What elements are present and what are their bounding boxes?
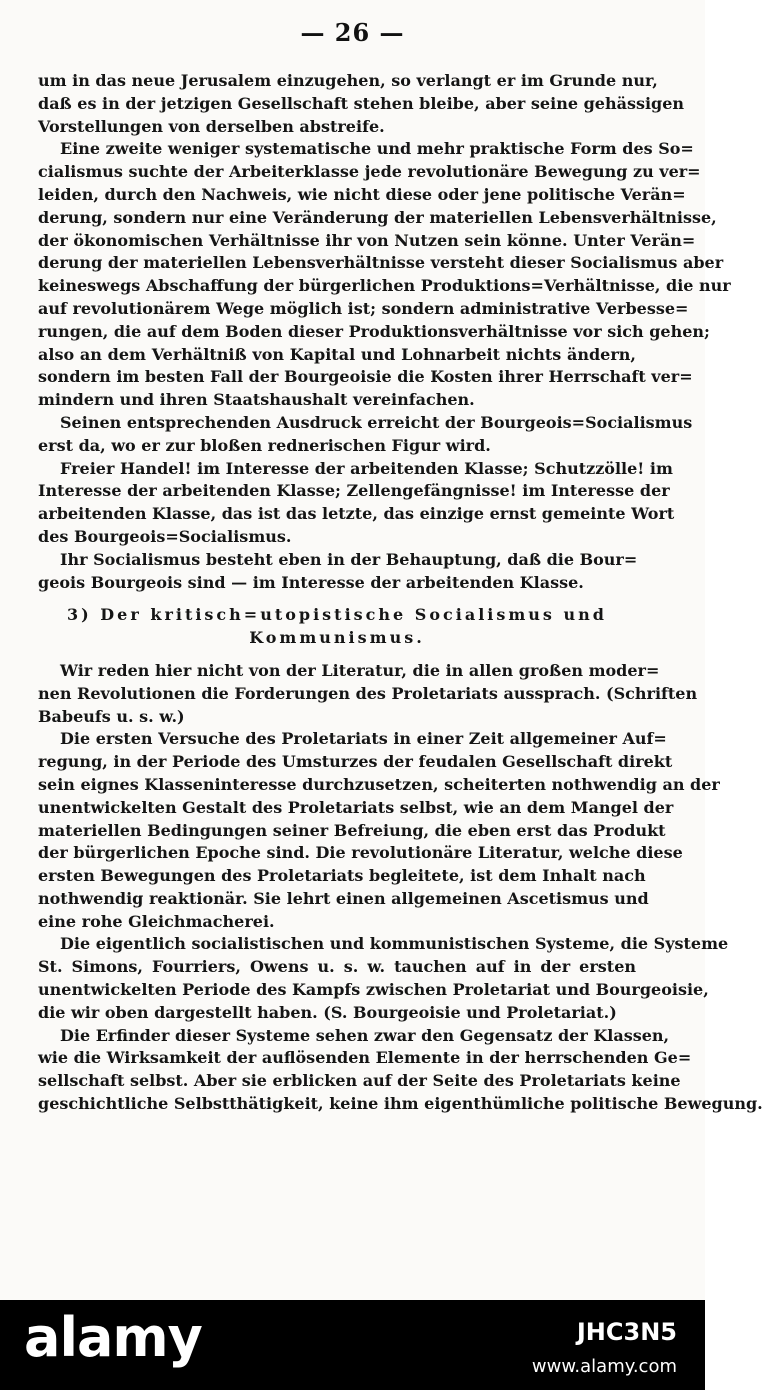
text-line: arbeitenden Klasse, das ist das letzte, das einzige ernst gemeinte Wort [38,504,675,524]
text-line: eine rohe Gleichmacherei. [38,911,275,931]
section-heading-continued: Kommunismus. [249,628,425,648]
text-line: die wir oben dargestellt haben. (S. Bourgeoisie und Proletariat.) [38,1002,617,1022]
alamy-logo: alamy [24,1306,202,1369]
text-line: sondern im besten Fall der Bourgeoisie die Kosten ihrer Herrschaft ver= [38,367,693,387]
text-line: Babeufs u. s. w.) [38,706,185,726]
text-line: Interesse der arbeitenden Klasse; Zellengefängnisse! im Interesse der [38,481,670,501]
text-line: Die ersten Versuche des Proletariats in einer Zeit allgemeiner Auf= [60,729,667,749]
text-line: wie die Wirksamkeit der auflösenden Elemente in der herrschenden Ge= [38,1048,692,1068]
text-line: Vorstellungen von derselben abstreife. [38,116,385,136]
text-line: derung, sondern nur eine Veränderung der materiellen Lebensverhältnisse, [38,207,717,227]
text-line: geschichtliche Selbstthätigkeit, keine ihm eigenthümliche politische Bewegung. [38,1094,763,1114]
text-line: cialismus suchte der Arbeiterklasse jede revolutionäre Bewegung zu ver= [38,162,701,182]
watermark-url: www.alamy.com [531,1356,677,1377]
text-line: Ihr Socialismus besteht eben in der Behauptung, daß die Bour= [60,549,638,569]
text-line: Eine zweite weniger systematische und mehr praktische Form des So= [60,139,694,159]
text-line: des Bourgeois=Socialismus. [38,526,292,546]
text-line: regung, in der Periode des Umsturzes der feudalen Gesellschaft direkt [38,752,673,772]
text-line: nen Revolutionen die Forderungen des Proletariats aussprach. (Schriften [38,683,698,703]
text-line: erst da, wo er zur bloßen rednerischen Figur wird. [38,435,491,455]
text-line: Wir reden hier nicht von der Literatur, die in allen großen moder= [60,660,660,680]
text-line: leiden, durch den Nachweis, wie nicht diese oder jene politische Verän= [38,184,686,204]
text-line: Die Erfinder dieser Systeme sehen zwar den Gegensatz der Klassen, [60,1025,670,1045]
text-line: unentwickelten Periode des Kampfs zwischen Proletariat und Bourgeoisie, [38,980,709,1000]
text-line: um in das neue Jerusalem einzugehen, so verlangt er im Grunde nur, [38,71,658,90]
body-text [38,70,763,1116]
text-line: Die eigentlich socialistischen und kommunistischen Systeme, die Systeme [60,934,729,954]
section-gap [38,650,636,660]
text-line: sellschaft selbst. Aber sie erblicken auf der Seite des Proletariats keine [38,1071,681,1091]
text-line: unentwickelten Gestalt des Proletariats selbst, wie an dem Mangel der [38,797,674,817]
watermark-banner [0,1300,705,1390]
text-line: nothwendig reaktionär. Sie lehrt einen allgemeinen Ascetismus und [38,888,649,908]
page-number: — 26 — [300,18,405,47]
text-line: auf revolutionärem Wege möglich ist; sondern administrative Verbesse= [38,298,689,318]
text-line: rungen, die auf dem Boden dieser Produktionsverhältnisse vor sich gehen; [38,321,710,341]
text-line: Seinen entsprechenden Ausdruck erreicht der Bourgeois=Socialismus [60,412,693,432]
text-line: geois Bourgeois sind — im Interesse der arbeitenden Klasse. [38,572,584,592]
section-heading: 3) Der kritisch=utopistische Socialismus und [67,605,607,625]
image-id: JHC3N5 [576,1318,677,1346]
text-line: derung der materiellen Lebensverhältnisse versteht dieser Socialismus aber [38,253,724,273]
text-line: St. Simons, Fourriers, Owens u. s. w. tauchen auf in der ersten [38,957,636,977]
text-line: keineswegs Abschaffung der bürgerlichen Produktions=Verhältnisse, die nur [38,276,731,296]
section-gap [38,594,636,604]
text-line: der ökonomischen Verhältnisse ihr von Nutzen sein könne. Unter Verän= [38,230,696,250]
text-line: Freier Handel! im Interesse der arbeitenden Klasse; Schutzzölle! im [60,458,673,478]
text-line: materiellen Bedingungen seiner Befreiung, die eben erst das Produkt [38,820,666,840]
text-line: der bürgerlichen Epoche sind. Die revolutionäre Literatur, welche diese [38,843,683,863]
text-line: sein eignes Klasseninteresse durchzusetzen, scheiterten nothwendig an der [38,774,720,794]
text-line: also an dem Verhältniß von Kapital und Lohnarbeit nichts ändern, [38,344,636,364]
text-line: ersten Bewegungen des Proletariats begleitete, ist dem Inhalt nach [38,866,646,886]
text-line: daß es in der jetzigen Gesellschaft stehen bleibe, aber seine gehässigen [38,93,685,113]
text-line: mindern und ihren Staatshaushalt vereinfachen. [38,390,475,410]
